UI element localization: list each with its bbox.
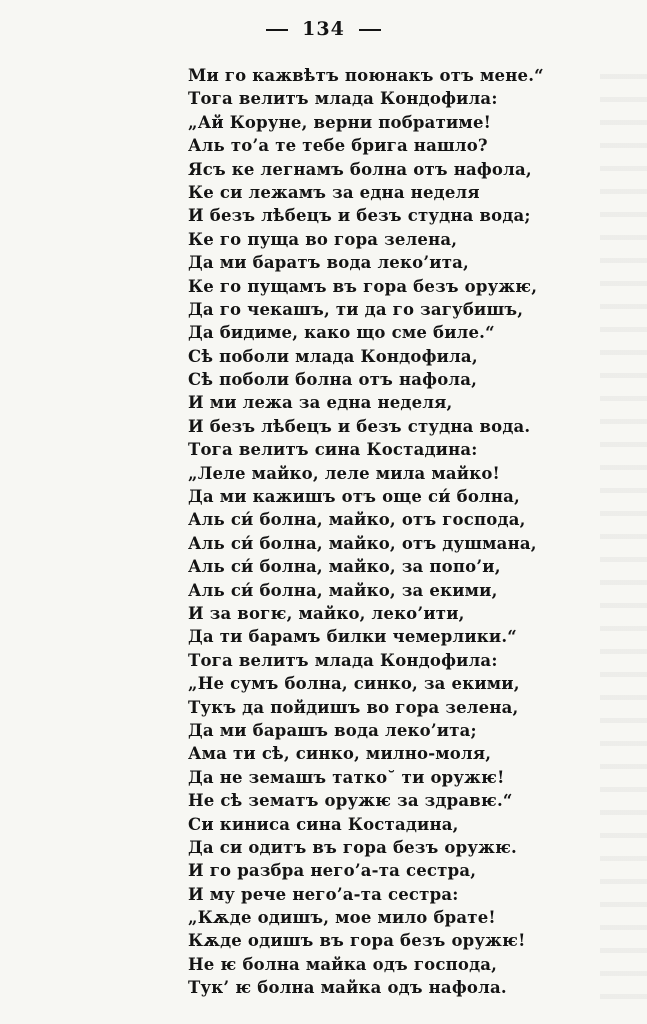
poem-line: Да не земашъ татко˘ ти оружѥ! (188, 767, 505, 787)
poem-line: Ке си лежамъ за една неделя (188, 182, 480, 202)
poem-line: Аль си́ болна, майко, отъ господа, (188, 510, 526, 530)
poem-line: Да го чекашъ, ти да го загубишъ, (188, 299, 524, 319)
poem-line: „Леле майко, леле мила майко! (188, 463, 501, 483)
poem-line: И безъ лѣбецъ и безъ студна вода. (188, 416, 531, 436)
header-dash-right (359, 29, 381, 31)
poem-line: Ке го пуща во гора зелена, (188, 229, 458, 249)
poem-line: Тога велитъ сина Костадина: (188, 440, 478, 460)
header-dash-left (266, 29, 288, 31)
poem-line: Ке го пущамъ въ гора безъ оружѥ, (188, 276, 538, 296)
page-number: 134 (302, 18, 345, 40)
poem-line: Не ѥ болна майка одъ господа, (188, 954, 498, 974)
poem-line: Тога велитъ млада Кондофила: (188, 89, 498, 109)
poem-text (188, 64, 608, 1000)
page-header (0, 18, 647, 40)
poem-line: „Не сумъ болна, синко, за екими, (188, 674, 520, 694)
poem-line: Да ти барамъ билки чемерлики.“ (188, 627, 517, 647)
poem-line: Ясъ ке легнамъ болна отъ нафола, (188, 159, 532, 179)
poem-line: Сѣ поболи млада Кондофила, (188, 346, 478, 366)
poem-line: Не сѣ зематъ оружѥ за здравѥ.“ (188, 791, 513, 811)
poem-line: И му рече него’а-та сестра: (188, 884, 459, 904)
poem-line: Аль си́ болна, майко, отъ душмана, (188, 533, 537, 553)
poem-line: Да ми баратъ вода леко’ита, (188, 253, 469, 273)
poem-line: И ми лежа за една неделя, (188, 393, 453, 413)
poem-line: Си киниса сина Костадина, (188, 814, 459, 834)
poem-line: Аль си́ болна, майко, за попо’и, (188, 557, 501, 577)
poem-line: Аль си́ болна, майко, за екими, (188, 580, 498, 600)
poem-line: Аль то’а те тебе брига нашло? (188, 136, 488, 156)
poem-line: Ми го кажвѣтъ поюнакъ отъ мене.“ (188, 66, 544, 85)
poem-line: Да си одитъ въ гора безъ оружѥ. (188, 837, 517, 857)
poem-line: Тук’ ѥ болна майка одъ нафола. (188, 978, 507, 998)
poem-line: Сѣ поболи болна отъ нафола, (188, 370, 478, 390)
poem-line: „Кѫде одишъ, мое мило брате! (188, 908, 496, 928)
poem-line: Да бидиме, како що сме биле.“ (188, 323, 495, 343)
poem-line: Тога велитъ млада Кондофила: (188, 650, 498, 670)
poem-line: Ама ти сѣ, синко, милно-моля, (188, 744, 492, 764)
poem-line: И безъ лѣбецъ и безъ студна вода; (188, 206, 531, 226)
poem-line: „Ай Коруне, верни побратиме! (188, 112, 492, 132)
poem-line: Тукъ да пойдишъ во гора зелена, (188, 697, 519, 717)
poem-line: Да ми барашъ вода леко’ита; (188, 720, 477, 740)
poem-line: Кѫде одишъ въ гора безъ оружѥ! (188, 931, 526, 951)
poem-line: И го разбра него’а-та сестра, (188, 861, 477, 881)
poem-line: И за вогѥ, майко, леко’ити, (188, 603, 465, 623)
poem-line: Да ми кажишъ отъ още си́ болна, (188, 487, 520, 507)
